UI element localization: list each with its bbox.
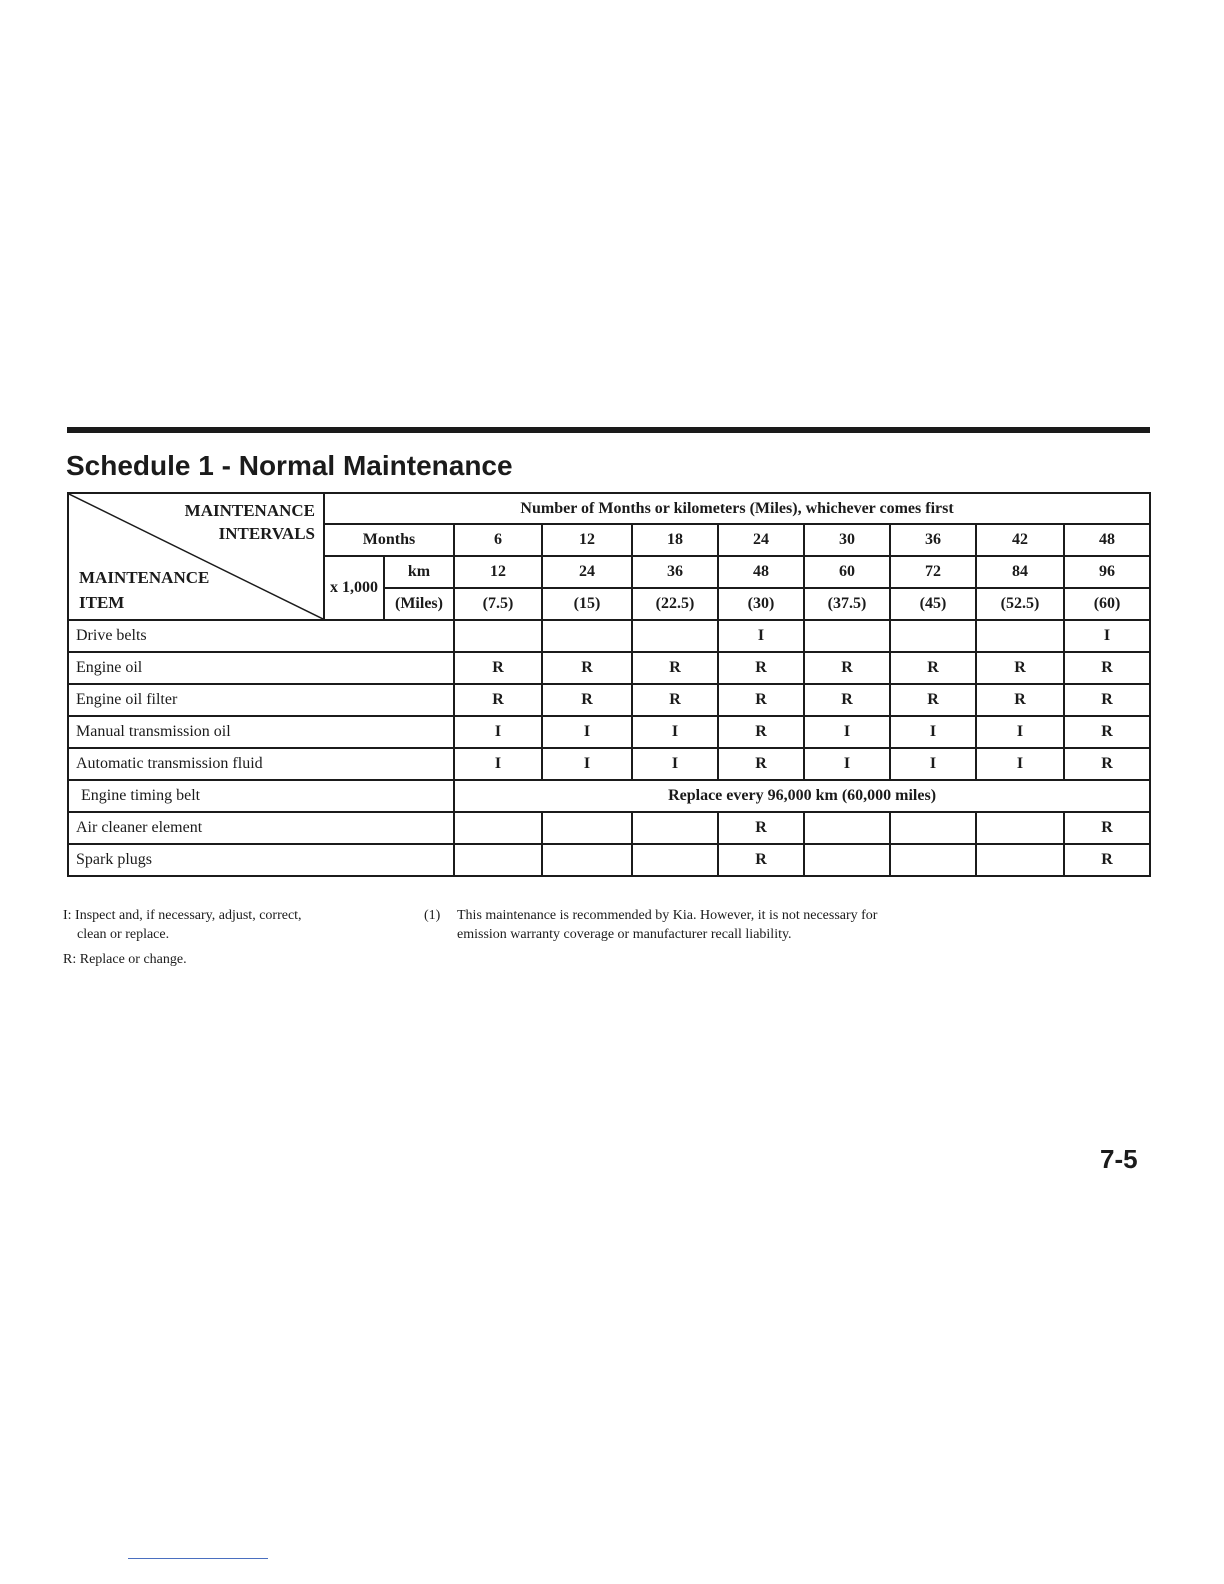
item-engine-timing-belt: Engine timing belt [68, 780, 454, 812]
timing-belt-note: Replace every 96,000 km (60,000 miles) [454, 780, 1150, 812]
schedule-cell: R [1064, 716, 1150, 748]
miles-cell: (30) [718, 588, 804, 620]
schedule-cell [804, 620, 890, 652]
item-manual-transmission-oil: Manual transmission oil [68, 716, 454, 748]
schedule-cell [632, 620, 718, 652]
corner-item-line1: MAINTENANCE [79, 568, 210, 587]
schedule-cell [454, 620, 542, 652]
corner-item-line2: ITEM [79, 593, 125, 612]
table-row [68, 780, 1150, 812]
schedule-cell: I [804, 748, 890, 780]
schedule-cell: I [976, 748, 1064, 780]
km-cell: 84 [976, 556, 1064, 588]
miles-cell: (52.5) [976, 588, 1064, 620]
schedule-cell: R [454, 684, 542, 716]
legend-replace: R: Replace or change. [63, 952, 187, 967]
month-cell: 18 [632, 524, 718, 556]
km-cell: 96 [1064, 556, 1150, 588]
schedule-cell: R [1064, 684, 1150, 716]
km-cell: 60 [804, 556, 890, 588]
schedule-cell [632, 844, 718, 876]
multiplier-label: x 1,000 [324, 556, 384, 620]
maintenance-schedule-table [67, 492, 1151, 877]
schedule-cell: R [718, 812, 804, 844]
schedule-cell: R [718, 748, 804, 780]
schedule-cell [804, 844, 890, 876]
miles-cell: (15) [542, 588, 632, 620]
km-cell: 36 [632, 556, 718, 588]
schedule-cell [454, 844, 542, 876]
table-row [68, 716, 1150, 748]
footnote-number: (1) [424, 908, 441, 923]
month-cell: 6 [454, 524, 542, 556]
legend-inspect-line2: clean or replace. [77, 927, 170, 942]
schedule-cell [454, 812, 542, 844]
schedule-cell: I [632, 716, 718, 748]
month-cell: 24 [718, 524, 804, 556]
item-engine-oil: Engine oil [68, 652, 454, 684]
schedule-cell: I [632, 748, 718, 780]
schedule-cell: I [454, 716, 542, 748]
km-cell: 48 [718, 556, 804, 588]
schedule-cell: R [1064, 652, 1150, 684]
schedule-cell: R [1064, 812, 1150, 844]
schedule-body [68, 493, 1150, 876]
page-number: 7-5 [1100, 1144, 1138, 1174]
item-engine-oil-filter: Engine oil filter [68, 684, 454, 716]
km-cell: 12 [454, 556, 542, 588]
interval-caption: Number of Months or kilometers (Miles), whichever comes first [324, 493, 1150, 524]
table-row [68, 748, 1150, 780]
schedule-cell: R [1064, 844, 1150, 876]
schedule-cell [976, 812, 1064, 844]
schedule-cell: I [718, 620, 804, 652]
footnote [424, 906, 984, 944]
schedule-cell: I [804, 716, 890, 748]
header-rule [67, 427, 1150, 433]
schedule-cell: R [804, 652, 890, 684]
schedule-cell: I [890, 716, 976, 748]
table-row [68, 812, 1150, 844]
item-drive-belts: Drive belts [68, 620, 454, 652]
schedule-cell: I [1064, 620, 1150, 652]
miles-cell: (45) [890, 588, 976, 620]
month-cell: 12 [542, 524, 632, 556]
miles-cell: (37.5) [804, 588, 890, 620]
schedule-cell [542, 620, 632, 652]
schedule-cell [890, 620, 976, 652]
schedule-cell: R [976, 652, 1064, 684]
item-automatic-transmission-fluid: Automatic transmission fluid [68, 748, 454, 780]
schedule-cell: I [890, 748, 976, 780]
schedule-cell: I [542, 748, 632, 780]
schedule-cell: R [542, 684, 632, 716]
schedule-cell: R [632, 652, 718, 684]
km-cell: 72 [890, 556, 976, 588]
table-row [68, 844, 1150, 876]
month-cell: 42 [976, 524, 1064, 556]
schedule-cell: R [454, 652, 542, 684]
legend-inspect-line1: I: Inspect and, if necessary, adjust, correct, [63, 908, 302, 923]
corner-intervals-line1: MAINTENANCE [184, 501, 315, 520]
schedule-cell [976, 844, 1064, 876]
corner-header-cell [68, 493, 324, 620]
schedule-cell [976, 620, 1064, 652]
months-label: Months [324, 524, 454, 556]
schedule-cell [890, 812, 976, 844]
footer-line [128, 1558, 268, 1559]
schedule-cell: I [542, 716, 632, 748]
miles-cell: (60) [1064, 588, 1150, 620]
schedule-cell: R [890, 652, 976, 684]
schedule-cell: R [718, 844, 804, 876]
schedule-cell [804, 812, 890, 844]
month-cell: 36 [890, 524, 976, 556]
schedule-cell: R [718, 684, 804, 716]
table-row [68, 620, 1150, 652]
schedule-cell: R [890, 684, 976, 716]
schedule-cell: R [1064, 748, 1150, 780]
schedule-cell [542, 812, 632, 844]
schedule-cell: R [976, 684, 1064, 716]
table-row [68, 652, 1150, 684]
schedule-cell [542, 844, 632, 876]
schedule-cell: I [454, 748, 542, 780]
schedule-cell: R [718, 716, 804, 748]
footnote-line2: emission warranty coverage or manufacturer recall liability. [457, 927, 792, 942]
schedule-cell: R [804, 684, 890, 716]
header-row-caption [68, 493, 1150, 524]
item-air-cleaner-element: Air cleaner element [68, 812, 454, 844]
km-label: km [384, 556, 454, 588]
item-spark-plugs: Spark plugs [68, 844, 454, 876]
schedule-cell: I [976, 716, 1064, 748]
schedule-cell: R [632, 684, 718, 716]
schedule-cell [890, 844, 976, 876]
km-cell: 24 [542, 556, 632, 588]
miles-label: (Miles) [384, 588, 454, 620]
page-title: Schedule 1 - Normal Maintenance [66, 450, 513, 481]
legend-inspect [63, 906, 383, 944]
corner-intervals-line2: INTERVALS [218, 524, 315, 543]
footnote-line1: This maintenance is recommended by Kia. However, it is not necessary for [457, 908, 878, 923]
month-cell: 48 [1064, 524, 1150, 556]
month-cell: 30 [804, 524, 890, 556]
schedule-cell: R [542, 652, 632, 684]
schedule-cell: R [718, 652, 804, 684]
miles-cell: (7.5) [454, 588, 542, 620]
miles-cell: (22.5) [632, 588, 718, 620]
table-row [68, 684, 1150, 716]
schedule-cell [632, 812, 718, 844]
